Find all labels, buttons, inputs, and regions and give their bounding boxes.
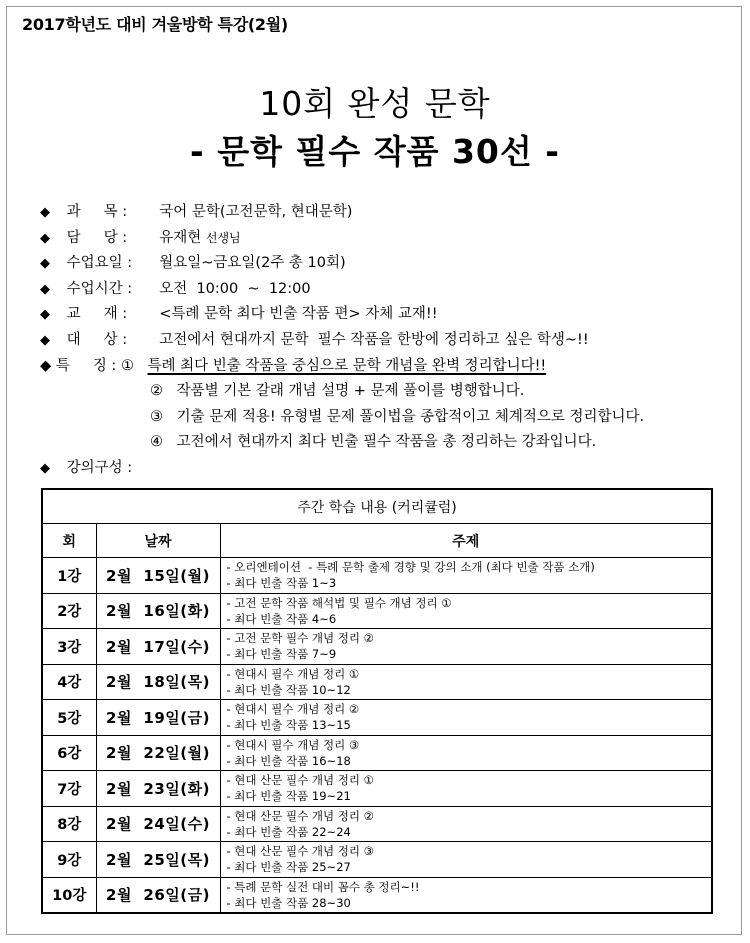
topic-line: - 최다 빈출 작품 16~18 [226,753,351,768]
feature-item [40,430,720,456]
info-textbook [40,302,720,328]
diamond-icon: ◆ [40,230,50,246]
table-row [42,877,712,913]
main-subtitle: - 문학 필수 작품 30선 - [190,132,560,171]
topic-line: - 현대시 필수 개념 정리 ① [226,666,360,681]
lecture-date: 2월 26일(금) [96,877,220,913]
table-row [42,664,712,700]
table-body [42,558,712,914]
lecture-number: 8강 [42,806,96,842]
info-target [40,328,720,354]
info-label: 과 목 : [66,204,128,220]
info-teacher [40,226,720,252]
info-label: 교 재 : [66,306,128,323]
col-header-date: 날짜 [96,524,220,558]
table-row [42,842,712,878]
lecture-number: 7강 [42,771,96,807]
info-value: 월요일~금요일(2주 총 10회) [159,255,346,272]
info-value: <특례 문학 최다 빈출 작품 편> 자체 교재!! [159,306,438,323]
top-title: 2017학년도 대비 겨울방학 특강(2월) [22,15,288,34]
topic-line: - 최다 빈출 작품 22~24 [226,824,351,839]
diamond-icon: ◆ [40,256,50,272]
lecture-number: 10강 [42,877,96,913]
table-caption: 주간 학습 내용 (커리큘럼) [42,489,712,524]
lecture-date: 2월 18일(목) [96,664,220,700]
info-curriculum [40,456,720,482]
lecture-topic [220,877,712,913]
lecture-topic [220,771,712,807]
topic-line: - 고전 문학 필수 개념 정리 ② [226,631,374,646]
info-time [40,277,720,303]
info-value: 고전에서 현대까지 문학 필수 작품을 한방에 정리하고 싶은 학생~!! [159,331,589,348]
course-info [40,200,720,482]
lecture-date: 2월 15일(월) [96,558,220,594]
table-row [42,593,712,629]
feature-text: 작품별 기본 갈래 개념 설명 + 문제 풀이를 병행합니다. [176,383,525,400]
topic-line: - 최다 빈출 작품 10~12 [226,682,351,697]
table-row [42,771,712,807]
diamond-icon: ◆ [40,332,50,348]
feature-mark: ② [150,383,163,400]
topic-line: - 최다 빈출 작품 28~30 [226,895,351,910]
topic-line: - 오리엔테이션 - 특례 문학 출제 경향 및 강의 소개 (최다 빈출 작품 소개) [226,560,595,575]
info-label: 수업시간 : [66,280,133,297]
feature-text: 고전에서 현대까지 최다 빈출 필수 작품을 총 정리하는 강좌입니다. [176,434,597,451]
lecture-topic [220,629,712,665]
topic-line: - 최다 빈출 작품 4~6 [226,611,337,626]
lecture-number: 6강 [42,735,96,771]
lecture-topic [220,735,712,771]
topic-line: - 현대 산문 필수 개념 정리 ③ [226,844,374,859]
col-header-topic: 주제 [220,524,712,558]
lecture-date: 2월 23일(화) [96,771,220,807]
info-label: 특 징 : [55,357,117,374]
topic-line: - 최다 빈출 작품 7~9 [226,647,337,662]
diamond-icon: ◆ [40,460,50,476]
lecture-number: 9강 [42,842,96,878]
info-subject [40,200,720,226]
lecture-topic [220,593,712,629]
topic-line: - 고전 문학 작품 해석법 및 필수 개념 정리 ① [226,595,452,610]
topic-line: - 현대 산문 필수 개념 정리 ② [226,808,374,823]
feature-item [40,379,720,405]
teacher-suffix: 선생님 [205,230,241,245]
feature-mark: ④ [150,434,163,451]
info-label: 강의구성 : [66,459,133,476]
lecture-topic [220,842,712,878]
diamond-icon: ◆ [40,307,50,323]
info-label: 대 상 : [66,331,128,348]
table-row [42,735,712,771]
topic-line: - 현대 산문 필수 개념 정리 ① [226,773,374,788]
lecture-topic [220,664,712,700]
lecture-date: 2월 16일(화) [96,593,220,629]
lecture-date: 2월 25일(목) [96,842,220,878]
col-header-num: 회 [42,524,96,558]
lecture-date: 2월 24일(수) [96,806,220,842]
feature-mark: ③ [150,408,163,425]
topic-line: - 최다 빈출 작품 1~3 [226,576,337,591]
feature-text: 기출 문제 적용! 유형별 문제 풀이법을 종합적이고 체계적으로 정리합니다. [176,408,645,425]
topic-line: - 최다 빈출 작품 19~21 [226,789,351,804]
lecture-number: 3강 [42,629,96,665]
topic-line: - 최다 빈출 작품 25~27 [226,860,351,875]
feature-text: 특례 최다 빈출 작품을 중심으로 문학 개념을 완벽 정리합니다!! [147,357,547,374]
table-header-row [42,524,712,558]
lecture-topic [220,558,712,594]
feature-item [40,405,720,431]
topic-line: - 특례 문학 실전 대비 꼼수 총 정리~!! [226,879,420,894]
topic-line: - 현대시 필수 개념 정리 ③ [226,737,360,752]
diamond-icon: ◆ [40,205,50,220]
curriculum-table [41,488,713,914]
lecture-number: 5강 [42,700,96,736]
lecture-date: 2월 17일(수) [96,629,220,665]
lecture-topic [220,806,712,842]
table-row [42,558,712,594]
table-caption-row [42,489,712,524]
diamond-icon: ◆ [40,281,50,297]
teacher-name: 유재현 [159,229,202,246]
main-title: 10회 완성 문학 [259,84,491,123]
info-label: 수업요일 : [66,255,133,272]
info-value: 오전 10:00 ~ 12:00 [159,280,311,297]
lecture-date: 2월 19일(금) [96,700,220,736]
table-row [42,806,712,842]
info-value: 국어 문학(고전문학, 현대문학) [159,204,353,220]
feature-mark: ① [120,357,134,374]
topic-line: - 현대시 필수 개념 정리 ② [226,702,360,717]
lecture-number: 2강 [42,593,96,629]
topic-line: - 최다 빈출 작품 13~15 [226,718,351,733]
lecture-number: 4강 [42,664,96,700]
lecture-number: 1강 [42,558,96,594]
lecture-date: 2월 22일(월) [96,735,220,771]
diamond-icon: ◆ [40,357,52,374]
table-row [42,700,712,736]
lecture-topic [220,700,712,736]
info-features [40,354,720,380]
table-row [42,629,712,665]
info-label: 담 당 : [66,229,128,246]
info-days [40,251,720,277]
